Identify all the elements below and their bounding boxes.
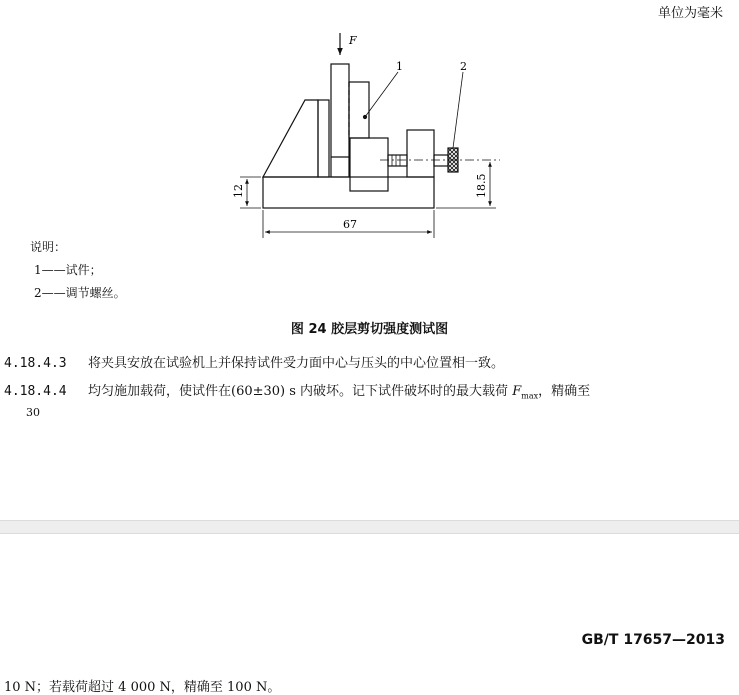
legend-heading: 说明： (30, 240, 67, 254)
clause-text-end: ，精确至 (538, 384, 591, 399)
clause-4-18-4-3 (4, 352, 504, 371)
screw-shaft (434, 155, 448, 166)
force-label: F (349, 34, 357, 47)
page-number: 30 (26, 406, 40, 419)
press-block (350, 138, 388, 191)
clause-number: 4.18.4.3 (4, 356, 67, 371)
base-plate (263, 177, 434, 208)
continuation-text: 10 N；若载荷超过 4 000 N，精确至 100 N。 (4, 680, 281, 695)
clause-number: 4.18.4.4 (4, 384, 67, 399)
right-block (407, 130, 434, 177)
dim-left-height-label: 12 (232, 184, 245, 198)
specimen-upper (331, 64, 349, 177)
symbol-f: F (512, 384, 522, 399)
callout-1: 1 (396, 60, 403, 73)
dim-width-label: 67 (343, 218, 357, 231)
figure-caption: 图 24 胶层剪切强度测试图 (290, 322, 449, 337)
standard-code: GB/T 17657—2013 (581, 632, 725, 648)
clause-text: 均匀施加载荷，使试件在(60±30) s 内破坏。记下试件破坏时的最大载荷 (88, 384, 513, 399)
legend-item: 2——调节螺丝。 (34, 286, 126, 300)
shear-test-figure (0, 0, 739, 300)
page-separator (0, 520, 739, 534)
clause-text: 将夹具安放在试验机上并保持试件受力面中心与压头的中心位置相一致。 (88, 356, 505, 371)
dim-right-height-label: 18.5 (475, 173, 488, 198)
unit-note: 单位为毫米 (657, 6, 723, 21)
clause-4-18-4-4 (4, 380, 590, 401)
callout-2: 2 (460, 60, 467, 73)
symbol-subscript: max (521, 391, 539, 401)
vertical-plate (318, 100, 329, 177)
legend-item: 1——试件； (34, 263, 102, 277)
triangle-support (263, 100, 318, 177)
